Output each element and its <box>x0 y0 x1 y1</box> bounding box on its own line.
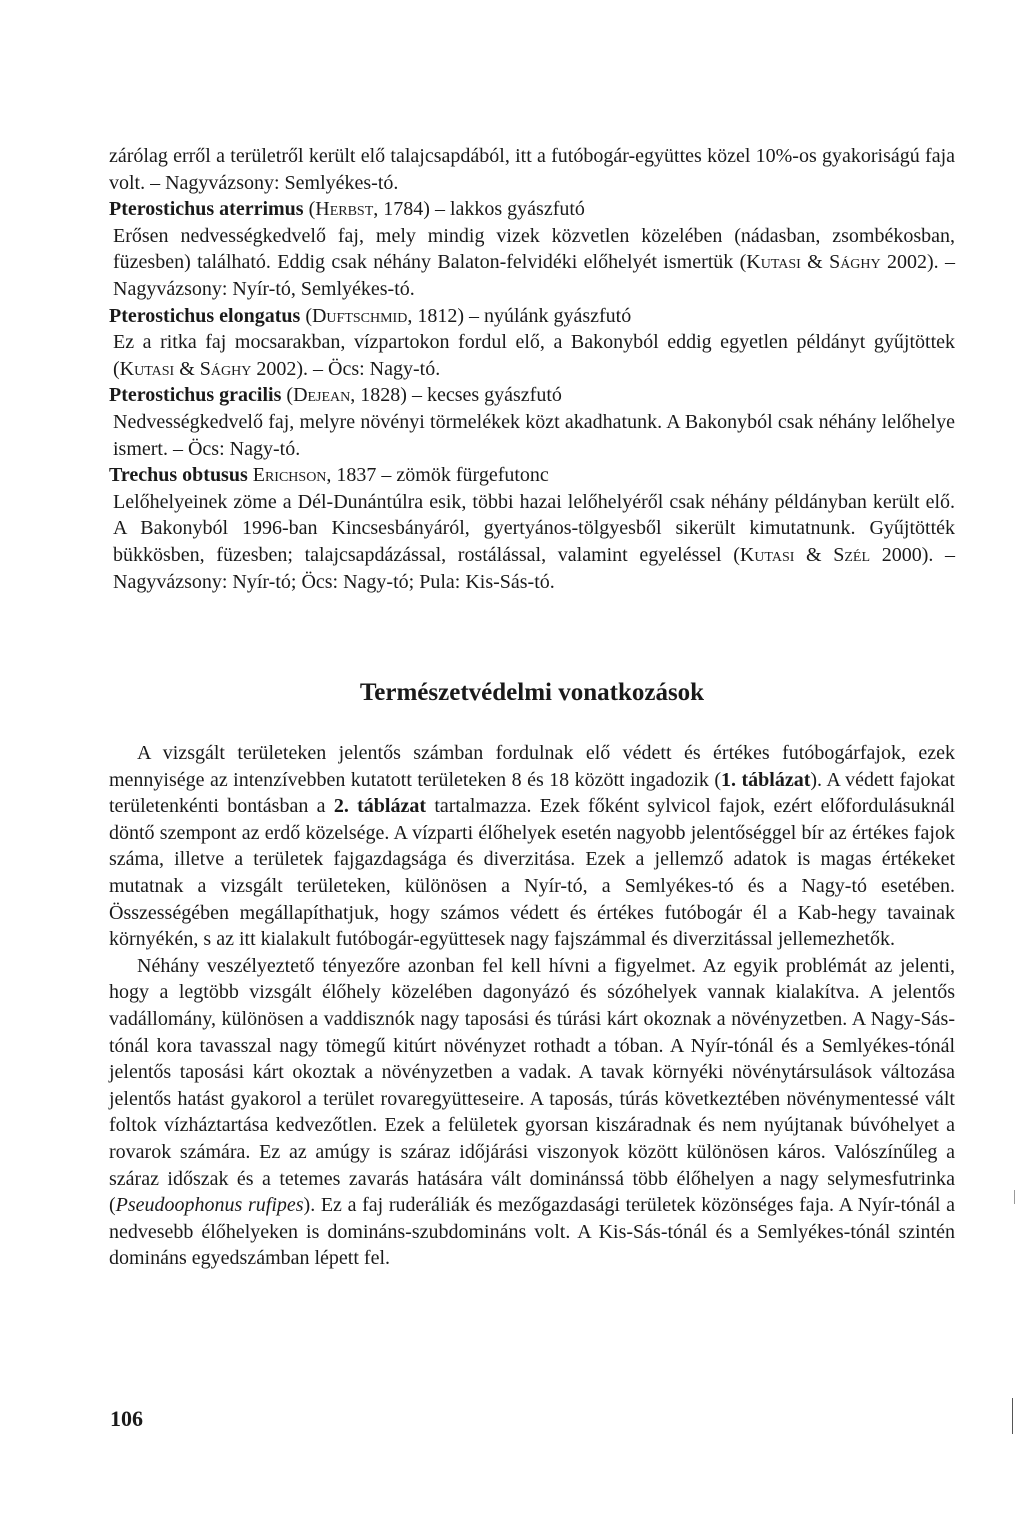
species-author: Erichson <box>252 464 327 487</box>
scan-mark <box>1012 1398 1013 1434</box>
species-year: , 1828) – kecses gyászfutó <box>350 384 562 407</box>
citation-authors: Kutasi & Sághy <box>746 251 881 274</box>
species-description <box>109 223 955 303</box>
species-description <box>109 489 955 595</box>
species-text: Lelőhelyeinek zöme a Dél-Dunántúlra esik, többi hazai lelőhelyéről csak néhány példányban került elő. A Bakonyból 1996-ban Kincsesbányáról, gyertyános-tölgyesből sikerült kimutatnunk. Gyűjtötték bükkösben, füzesben; talajcsapdázással, rostálással, valamint egyeléssel ( <box>113 490 955 566</box>
paragraph-text: Néhány veszélyeztető tényezőre azonban fel kell hívni a figyelmet. Az egyik problémát az jelenti, hogy a legtöbb vizsgált élőhely közelében dagonyázó és sózóhelyek vannak kialakítva. A jelentős vadállomány, különösen a vaddisznók nagy taposási és túrási kárt okoznak a növényzetben. A Nagy-Sás-tónál kora tavasszal nagy tömegű kitúrt növényzet rothadt a tóban. A Nyír-tónál és a Semlyékes-tónál jelentős taposási kárt okoztak a növényzetben a vadak. A tavak környéki növénytársulások változása jelentős hatást gyakorol a terület rovaregyütteseire. A taposás, túrás következtében növénymentessé vált foltok vízháztartása kedvezőtlen. Ezek a felületek gyorsan kiszáradnak és nem nyújtanak búvóhelyet a rovarok számára. Ez az amúgy is száraz időjárási viszonyok között különösen káros. Valószínűleg a száraz időszak és a tetemes zavarás hatására vált dominánssá több élőhelyen a nagy selymesfutrinka ( <box>109 954 955 1217</box>
paragraph-text: ). Ez a faj ruderáliák és mezőgazdasági területek közönséges faja. A Nyír-tónál a nedvesebb élőhelyeken is domináns-szubdomináns volt. A Kis-Sás-tónál és a Semlyékes-tónál szintén domináns egyedszámban lépett fel. <box>109 1194 955 1270</box>
species-name: Trechus obtusus <box>109 464 248 487</box>
section-paragraph-1 <box>109 740 955 953</box>
species-text: Erősen nedvességkedvelő faj, mely mindig vizek közvetlen közelében (nádasban, zsombékosban, füzesben) található. Eddig csak néhány Balaton-felvidéki előhelyét ismertük ( <box>113 224 955 274</box>
paragraph-text: ). A védett fajokat területenkénti bontásban a <box>109 768 955 818</box>
scan-mark <box>1014 1190 1015 1204</box>
paragraph-text: tartalmazza. Ezek főként sylvicol fajok, ezért előfordulásuknál döntő szempont az erdő közelsége. A vízparti élőhelyek esetén nagyobb jelentőséggel bír az értékes fajok száma, illetve a területek fajgazdagsága és diverzitása. Ezek a jellemző adatok is magas értékeket mutatnak a vizsgált területeken, különösen a Nyír-tó, a Semlyékes-tó és a Nagy-tó esetében. Összességében megállapíthatjuk, hogy számos védett és értékes futóbogár él a Kab-hegy tavainak környékén, s az itt kialakult futóbogár-együttesek nagy fajszámmal és diverzitással jellemezhetők. <box>109 795 956 951</box>
species-author: Dejean <box>293 384 351 407</box>
species-localities: 2002). – Öcs: Nagy-tó. <box>251 357 441 380</box>
section-paragraph-2 <box>109 953 955 1272</box>
species-name: Pterostichus elongatus <box>109 304 301 327</box>
page-body <box>109 143 956 1270</box>
species-entry-1 <box>109 196 955 302</box>
table-reference: 2. táblázat <box>333 795 427 818</box>
species-year: , 1784) – lakkos gyászfutó <box>373 198 585 221</box>
species-name: Pterostichus gracilis <box>109 384 282 407</box>
section-heading: Természetvédelmi vonatkozások <box>359 679 705 706</box>
species-text: Nedvességkedvelő faj, melyre növényi törmelékek közt akadhatunk. A Bakonyból csak néhány lelőhelye ismert. – Öcs: Nagy-tó. <box>113 410 955 460</box>
species-entry-2 <box>109 303 955 383</box>
species-localities: 2002). – Nagyvázsony: Nyír-tó, Semlyékes-tó. <box>113 251 955 300</box>
species-name: Pterostichus aterrimus <box>109 198 304 221</box>
citation-authors: Kutasi & Sághy <box>119 357 252 380</box>
species-text: Ez a ritka faj mocsarakban, vízpartokon fordul elő, a Bakonyból eddig egyetlen példányt gyűjtöttek ( <box>113 331 955 380</box>
species-italic: Pseudoophonus rufipes <box>115 1194 304 1217</box>
species-heading <box>109 462 955 489</box>
species-description <box>109 329 955 382</box>
species-entry-3 <box>109 382 955 462</box>
species-entry-4 <box>109 462 955 595</box>
species-description <box>109 409 955 462</box>
species-heading: Pterostichus gracilis (Dejean, 1828) – kecses gyászfutó <box>109 384 562 407</box>
species-localities: 2000). – Nagyvázsony: Nyír-tó; Öcs: Nagy-tó; Pula: Kis-Sás-tó. <box>113 543 955 593</box>
species-author: Herbst <box>315 198 374 221</box>
species-year: , 1837 – zömök fürgefutonc <box>326 464 549 487</box>
species-heading: Pterostichus aterrimus (Herbst, 1784) – lakkos gyászfutó <box>109 198 585 221</box>
intro-paragraph: zárólag erről a területről került elő talajcsapdából, itt a futóbogár-együttes közel 10%-os gyakoriságú faja volt. – Nagyvázsony: Semlyékes-tó. <box>109 145 955 194</box>
species-author: Duftschmid <box>311 304 408 327</box>
species-heading: Pterostichus elongatus (Duftschmid, 1812) – nyúlánk gyászfutó <box>109 304 632 327</box>
paragraph-text: A vizsgált területeken jelentős számban fordulnak elő védett és értékes futóbogárfajok, ezek mennyisége az intenzívebben kutatott területeken 8 és 18 között ingadozik ( <box>109 742 955 791</box>
table-reference: 1. táblázat <box>721 768 811 791</box>
species-year: , 1812) – nyúlánk gyászfutó <box>407 304 632 327</box>
citation-authors: Kutasi & Szél <box>739 543 871 566</box>
section-body <box>109 740 955 1272</box>
page-number: 106 <box>110 1406 143 1431</box>
